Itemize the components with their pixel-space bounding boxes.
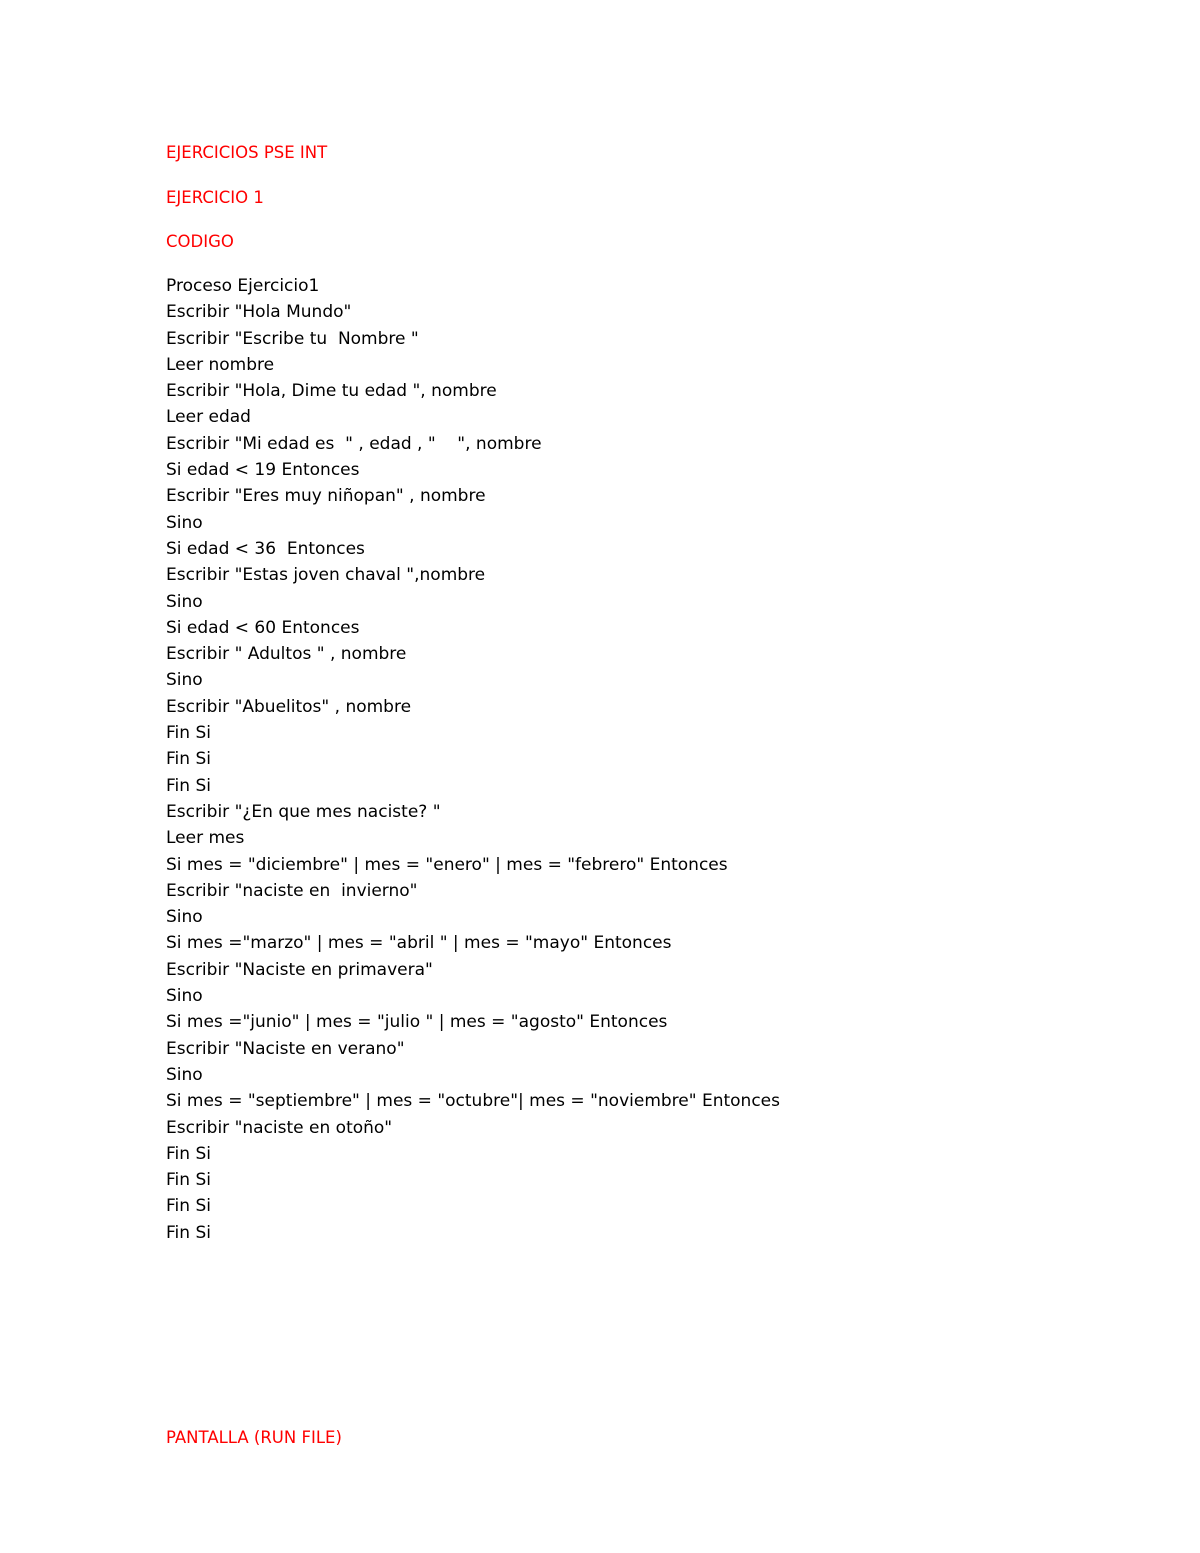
code-line: Fin Si	[166, 1196, 211, 1217]
screen-heading: PANTALLA (RUN FILE)	[166, 1428, 342, 1447]
code-line: Fin Si	[166, 1222, 211, 1243]
code-line: Sino	[166, 907, 203, 928]
code-line: Escribir "¿En que mes naciste? "	[166, 801, 441, 822]
code-line: Fin Si	[166, 749, 211, 770]
code-line: Leer edad	[166, 407, 251, 428]
code-line: Fin Si	[166, 1170, 211, 1191]
code-line: Escribir "Hola Mundo"	[166, 302, 352, 323]
code-line: Escribir "Eres muy niñopan" , nombre	[166, 486, 486, 507]
code-line: Si edad < 60 Entonces	[166, 617, 360, 638]
code-line: Escribir "naciste en invierno"	[166, 880, 418, 901]
code-line: Escribir "Mi edad es " , edad , " ", nombre	[166, 433, 542, 454]
code-line: Escribir "Abuelitos" , nombre	[166, 696, 412, 717]
code-heading: CODIGO	[166, 232, 234, 251]
code-line: Escribir "naciste en otoño"	[166, 1117, 393, 1138]
exercise-heading: EJERCICIO 1	[166, 188, 264, 207]
code-line: Escribir "Estas joven chaval ",nombre	[166, 565, 486, 586]
code-line: Fin Si	[166, 775, 211, 796]
code-line: Sino	[166, 591, 203, 612]
code-line: Si edad < 36 Entonces	[166, 538, 365, 559]
code-line: Fin Si	[166, 1143, 211, 1164]
code-line: Escribir " Adultos " , nombre	[166, 644, 407, 665]
code-block	[166, 273, 1066, 1246]
code-line: Leer nombre	[166, 354, 275, 375]
code-line: Si mes ="junio" | mes = "julio " | mes = "agosto" Entonces	[166, 1012, 668, 1033]
code-line: Sino	[166, 670, 203, 691]
code-line: Leer mes	[166, 828, 245, 849]
code-line: Escribir "Naciste en verano"	[166, 1038, 405, 1059]
code-line: Escribir "Hola, Dime tu edad ", nombre	[166, 381, 497, 402]
code-line: Si mes = "septiembre" | mes = "octubre"| mes = "noviembre" Entonces	[166, 1091, 780, 1112]
code-line: Si mes = "diciembre" | mes = "enero" | mes = "febrero" Entonces	[166, 854, 728, 875]
code-line: Escribir "Naciste en primavera"	[166, 959, 433, 980]
code-line: Sino	[166, 512, 203, 533]
code-line: Sino	[166, 1064, 203, 1085]
code-line: Proceso Ejercicio1	[166, 276, 320, 296]
code-line: Sino	[166, 986, 203, 1007]
code-line: Fin Si	[166, 723, 211, 744]
code-line: Si edad < 19 Entonces	[166, 460, 360, 481]
document-title: EJERCICIOS PSE INT	[166, 143, 328, 162]
code-line: Escribir "Escribe tu Nombre "	[166, 328, 419, 349]
code-line: Si mes ="marzo" | mes = "abril " | mes = "mayo" Entonces	[166, 933, 672, 954]
